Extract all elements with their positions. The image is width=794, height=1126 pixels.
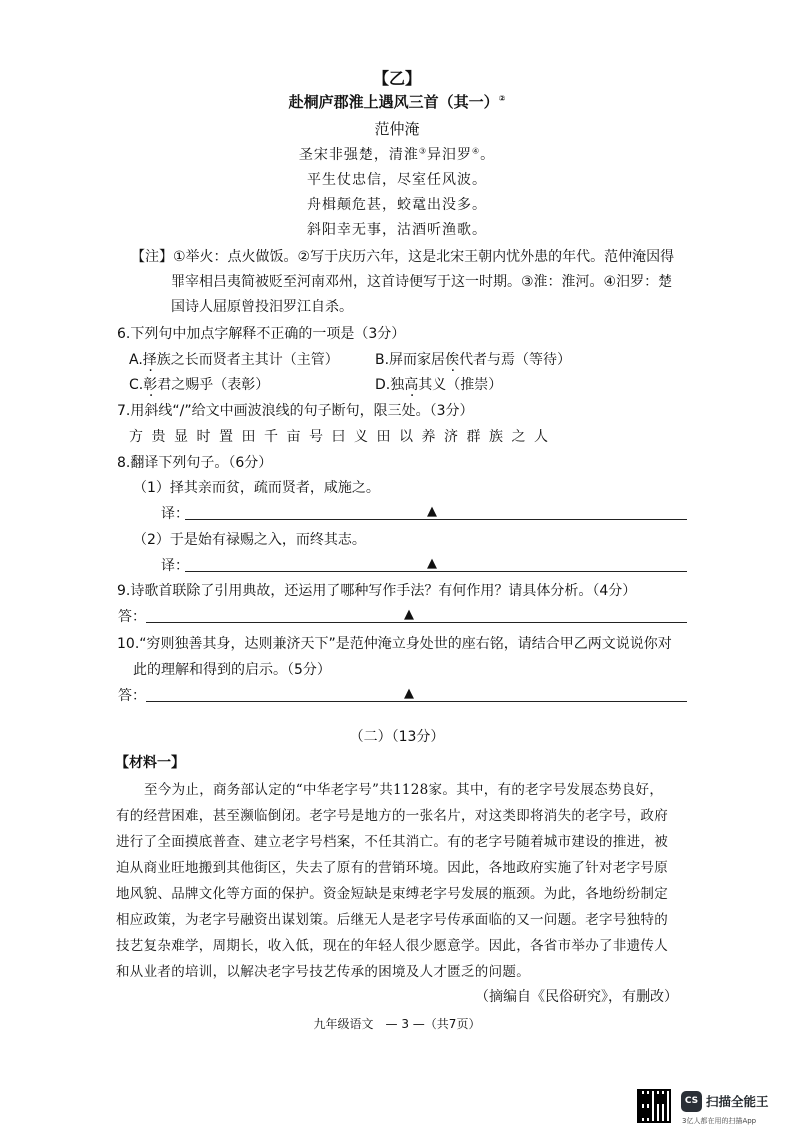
q9-stem: 9.诗歌首联除了引用典故，还运用了哪种写作手法？有何作用？请具体分析。（4分）: [117, 583, 637, 599]
q8-stem: 8.翻译下列句子。（6分）: [117, 455, 273, 471]
q10-stem-line-2: 此的理解和得到的启示。（5分）: [133, 662, 331, 678]
q6-option-b: [375, 349, 571, 369]
q6-option-c: [129, 374, 269, 394]
q6-a-dotted: 择: [142, 352, 157, 368]
q6-c-post: 君之赐乎（表彰）: [157, 377, 270, 393]
q9-answer-label: 答：: [118, 609, 146, 625]
poem-line-1-pre: 圣宋非强楚，清淮: [298, 147, 419, 163]
material-source: （摘编自《民俗研究》，有删改）: [475, 989, 678, 1005]
q6-b-pre: B.屏而家居: [375, 352, 446, 368]
note-ref-3: ③: [418, 146, 427, 156]
poem-line-1: [0, 144, 794, 164]
q8-answer-marker-2: ▲: [427, 556, 437, 571]
poem-line-1-post: 。: [480, 147, 496, 163]
q9-answer-line[interactable]: [146, 622, 687, 623]
notes-line-2: 罪宰相吕夷简被贬至河南邓州，这首诗便写于这一时期。③淮：淮河。④汨罗：楚: [171, 274, 673, 290]
q6-stem: 6.下列句中加点字解释不正确的一项是（3分）: [117, 326, 406, 342]
q6-d-dotted: 高: [404, 377, 419, 393]
poem-author: 范仲淹: [374, 120, 420, 138]
q8-answer-label-2: 译：: [161, 558, 189, 574]
q8-sentence-1: （1）择其亲而贫，疏而贤者，咸施之。: [133, 480, 380, 496]
section-label-yi: 【乙】: [372, 69, 421, 88]
q8-answer-line-2[interactable]: [185, 571, 687, 572]
material-para-line-3: 进行了全面摸底普查、建立老字号档案，不任其消亡。有的老字号随着城市建设的推进，被: [116, 834, 668, 850]
q7-stem: 7.用斜线“/”给文中画波浪线的句子断句，限三处。（3分）: [117, 403, 474, 419]
q10-stem-line-1: 10.“穷则独善其身，达则兼济天下”是范仲淹立身处世的座右铭，请结合甲乙两文说说你对: [117, 636, 672, 652]
poem-line-3: 舟楫颠危甚，蛟鼋出没多。: [307, 197, 487, 213]
material-para-line-4: 迫从商业旺地搬到其他街区，失去了原有的营销环境。因此，各地政府实施了针对老字号原: [116, 860, 668, 876]
poem-title-note: ②: [498, 94, 506, 103]
q6-c-pre: C.: [129, 377, 144, 393]
q6-a-post: 族之长而贤者主其计（主管）: [156, 352, 339, 368]
material-para-line-6: 相应政策，为老字号融资出谋划策。后继无人是老字号传承面临的又一问题。老字号独特的: [116, 912, 668, 928]
q6-d-pre: D.独: [375, 377, 405, 393]
q10-answer-marker: ▲: [404, 686, 414, 701]
q8-sentence-2: （2）于是始有禄赐之入，而终其志。: [133, 532, 366, 548]
material-para-line-1: 至今为止，商务部认定的“中华老字号”共1128家。其中，有的老字号发展态势良好，: [144, 782, 664, 798]
camscanner-tagline: 3亿人都在用的扫描App: [682, 1117, 757, 1125]
page-footer: 九年级语文 — 3 —（共7页）: [313, 1017, 481, 1031]
material-para-line-7: 技艺复杂难学，周期长，收入低，现在的年轻人很少愿意学。因此，各省市举办了非遗传人: [116, 938, 668, 954]
q8-answer-label-1: 译：: [161, 506, 189, 522]
q7-sentence: 方贵显时置田千亩号曰义田以养济群族之人: [129, 429, 557, 445]
material-para-line-2: 有的经营困难，甚至濒临倒闭。老字号是地方的一张名片，对这类即将消失的老字号，政府: [116, 808, 668, 824]
q8-answer-marker-1: ▲: [427, 504, 437, 519]
camscanner-name: 扫描全能王: [706, 1094, 769, 1109]
poem-line-1-mid: 异汨罗: [427, 147, 472, 163]
q9-answer-marker: ▲: [404, 607, 414, 622]
q6-a-pre: A.: [129, 352, 143, 368]
q6-option-a: [129, 349, 339, 369]
poem-line-2: 平生仗忠信，尽室任风波。: [307, 172, 487, 188]
qr-code-icon: [637, 1089, 671, 1123]
q6-b-dotted: 俟: [445, 352, 460, 368]
notes-line-1: 【注】①举火：点火做饭。②写于庆历六年，这是北宋王朝内忧外患的年代。范仲淹因得: [131, 249, 675, 265]
q6-b-post: 代者与焉（等待）: [459, 352, 572, 368]
poem-title-text: 赴桐庐郡淮上遇风三首（其一）: [288, 93, 499, 111]
q8-answer-line-1[interactable]: [185, 519, 687, 520]
poem-line-4: 斜阳幸无事，沽酒听渔歌。: [307, 222, 487, 238]
q10-answer-label: 答：: [118, 688, 146, 704]
material-para-line-8: 和从业者的培训，以解决老字号技艺传承的困境及人才匮乏的问题。: [116, 964, 530, 980]
camscanner-logo-icon: CS: [681, 1091, 702, 1112]
part2-heading: （二）（13分）: [349, 729, 445, 745]
material-one-title: 【材料一】: [115, 755, 185, 771]
q10-answer-line[interactable]: [146, 701, 687, 702]
q6-d-post: 其义（推崇）: [418, 377, 503, 393]
notes-line-3: 国诗人屈原曾投汨罗江自杀。: [171, 299, 353, 315]
material-para-line-5: 地风貌、品牌文化等方面的保护。资金短缺是束缚老字号发展的瓶颈。为此，各地纷纷制定: [116, 886, 668, 902]
q6-c-dotted: 彰: [143, 377, 158, 393]
note-ref-4: ④: [472, 146, 481, 156]
poem-title: [0, 91, 794, 112]
q6-option-d: [375, 374, 502, 394]
